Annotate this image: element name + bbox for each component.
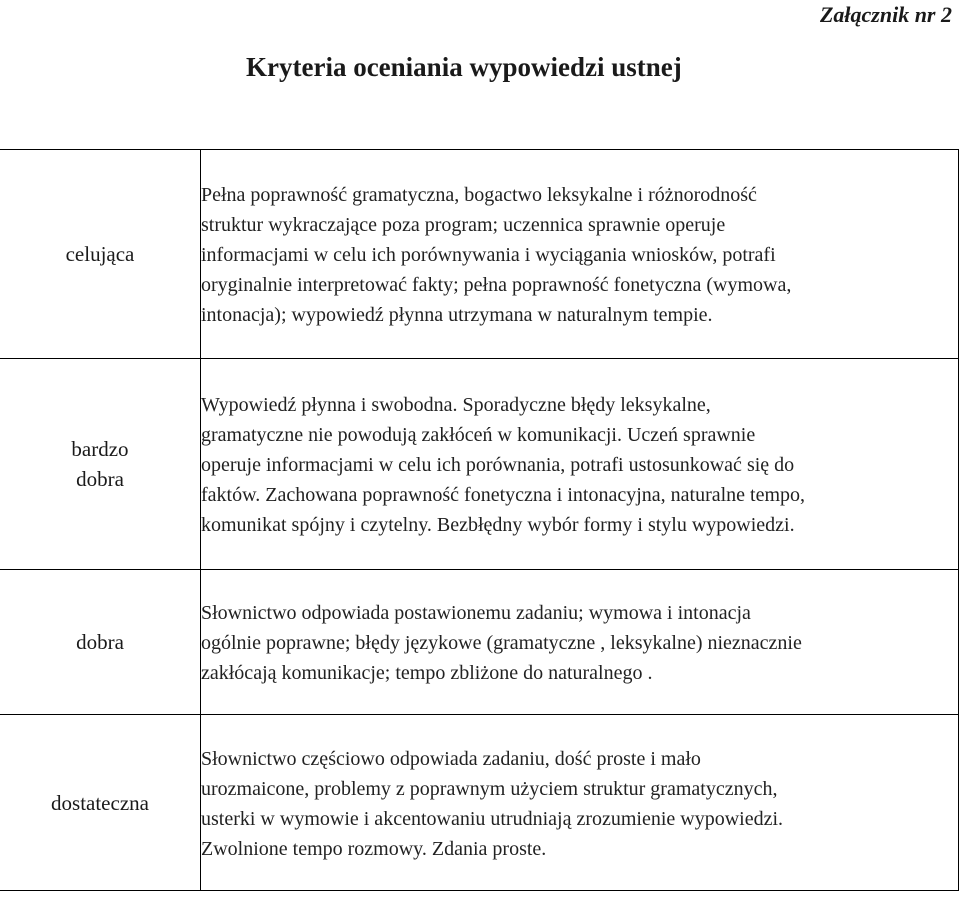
description-line: zakłócają komunikacje; tempo zbliżone do naturalnego . — [201, 662, 653, 684]
description-line: Pełna poprawność gramatyczna, bogactwo leksykalne i różnorodność — [201, 184, 757, 206]
description-line: Zwolnione tempo rozmowy. Zdania proste. — [201, 837, 547, 860]
grade-label: dostateczna — [51, 790, 149, 815]
table-row — [0, 715, 959, 891]
description-line: Słownictwo częściowo odpowiada zadaniu, dość proste i mało — [201, 747, 701, 770]
grade-label: dobra — [76, 630, 124, 654]
description-cell — [201, 570, 959, 715]
description-line: Słownictwo odpowiada postawionemu zadaniu; wymowa i intonacja — [201, 602, 751, 624]
description-line: urozmaicone, problemy z poprawnym użyciem struktur gramatycznych, — [201, 777, 778, 800]
description-cell — [201, 359, 959, 570]
table-row — [0, 359, 959, 570]
description-line: oryginalnie interpretować fakty; pełna poprawność fonetyczna (wymowa, — [201, 274, 792, 296]
description-cell — [201, 150, 959, 359]
description-line: gramatyczne nie powodują zakłóceń w komunikacji. Uczeń sprawnie — [201, 424, 756, 446]
description-line: struktur wykraczające poza program; uczennica sprawnie operuje — [201, 214, 726, 236]
page-title: Kryteria oceniania wypowiedzi ustnej — [246, 52, 682, 82]
grade-cell — [0, 150, 201, 359]
grade-label: celująca — [65, 242, 135, 266]
description-line: usterki w wymowie i akcentowaniu utrudniają zrozumienie wypowiedzi. — [201, 807, 784, 830]
annex-label: Załącznik nr 2 — [819, 2, 952, 27]
table-row — [0, 150, 959, 359]
description-line: intonacja); wypowiedź płynna utrzymana w naturalnym tempie. — [201, 304, 713, 326]
grade-cell — [0, 715, 201, 891]
description-line: operuje informacjami w celu ich porównania, potrafi ustosunkować się do — [201, 454, 795, 476]
description-line: faktów. Zachowana poprawność fonetyczna i intonacyjna, naturalne tempo, — [201, 484, 806, 506]
grade-cell — [0, 570, 201, 715]
table-row — [0, 570, 959, 715]
description-cell — [201, 715, 959, 891]
description-line: informacjami w celu ich porównywania i wyciągania wniosków, potrafi — [201, 244, 776, 266]
grade-label-line: dobra — [76, 467, 124, 491]
grade-cell — [0, 359, 201, 570]
description-line: ogólnie poprawne; błędy językowe (gramatyczne , leksykalne) nieznacznie — [201, 632, 802, 654]
grade-label-line: bardzo — [71, 437, 129, 461]
description-line: komunikat spójny i czytelny. Bezbłędny wybór formy i stylu wypowiedzi. — [201, 514, 795, 536]
description-line: Wypowiedź płynna i swobodna. Sporadyczne błędy leksykalne, — [201, 394, 711, 416]
criteria-table — [0, 149, 959, 891]
